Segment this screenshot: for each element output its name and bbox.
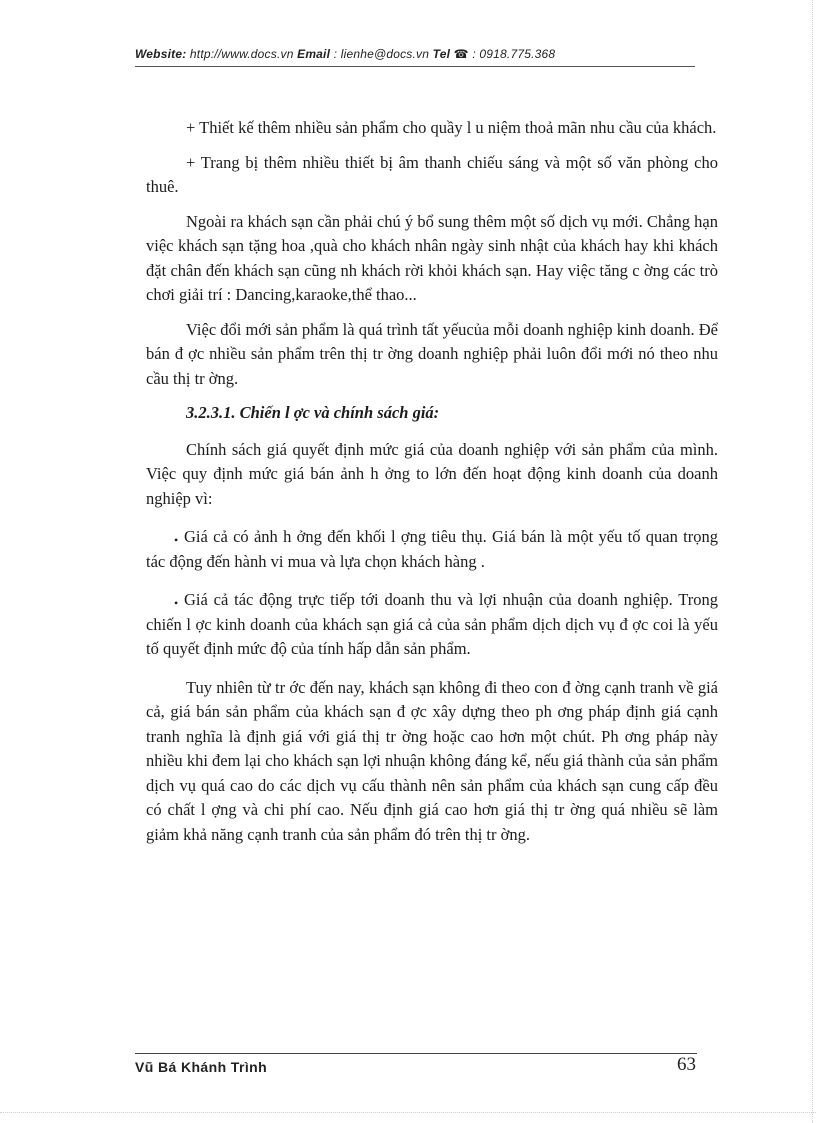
header-divider — [135, 66, 695, 67]
email-label: Email — [297, 47, 331, 61]
bullet-item — [146, 525, 718, 574]
section-heading: 3.2.3.1. Chiến l ợc và chính sách giá: — [186, 403, 440, 422]
tel-label: Tel ☎ — [432, 47, 469, 61]
website-label: Website: — [135, 47, 187, 61]
page-edge-bottom — [0, 1112, 816, 1113]
page-edge-right — [812, 0, 813, 1123]
website-url[interactable]: http://www.docs.vn — [186, 47, 298, 61]
body-paragraph: Ngoài ra khách sạn cần phải chú ý bổ sung thêm một số dịch vụ mới. Chẳng hạn việc khách sạn tặng hoa ,quà cho khách nhân ngày sinh nhật của khách hay khi khách đặt chân đến khách sạn cũng nh khách rời khỏi khách sạn. Hay việc tăng c ờng các trò chơi giải trí : Dancing,karaoke,thể thao... — [146, 211, 718, 304]
body-paragraph: Tuy nhiên từ tr ớc đến nay, khách sạn không đi theo con đ ờng cạnh tranh về giá cả, giá bán sản phẩm của khách sạn đ ợc xây dựng theo ph ơng pháp định giá cạnh tranh nghĩa là định giá với giá thị tr ờng hoặc cao hơn một chút. Ph ơng pháp này nhiều khi đem lại cho khách sạn lợi nhuận không đáng kể, nếu giá thành của sản phẩm dịch vụ quá cao do các dịch vụ cấu thành nên sản phẩm của khách sạn cung cấp đều có chất l ợng và chi phí cao. Nếu định giá cao hơn giá thị tr ờng quá nhiều sẽ làm giảm khả năng cạnh tranh của sản phẩm đó trên thị tr ờng. — [146, 677, 718, 844]
footer-divider — [135, 1053, 697, 1054]
body-paragraph: Việc đổi mới sản phẩm là quá trình tất yếucủa mỗi doanh nghiệp kinh doanh. Để bán đ ợc nhiều sản phẩm trên thị tr ờng doanh nghiệp phải luôn đổi mới nó theo nhu cầu thị tr ờng. — [146, 319, 718, 388]
bullet-text: Giá cả tác động trực tiếp tới doanh thu và lợi nhuận của doanh nghiệp. Trong chiến l ợc kinh doanh của khách sạn giá cả của sản phẩm dịch dịch vụ đ ợc coi là yếu tố quyết định mức độ của tính hấp dẫn sản phẩm. — [146, 590, 718, 658]
body-paragraph: Chính sách giá quyết định mức giá của doanh nghiệp với sản phẩm của mình. Việc quy định mức giá bán ảnh h ởng to lớn đến hoạt động kinh doanh của doanh nghiệp vì: — [146, 439, 718, 508]
bullet-item — [146, 588, 718, 662]
page-body — [146, 116, 718, 857]
tel-value: : 0918.775.368 — [468, 47, 556, 61]
bullet-icon: • — [174, 533, 179, 547]
page-header — [135, 47, 695, 61]
bullet-text: Giá cả có ảnh h ởng đến khối l ợng tiêu thụ. Giá bán là một yếu tố quan trọng tác động đến hành vi mua và lựa chọn khách hàng . — [146, 527, 718, 571]
email-value[interactable]: : lienhe@docs.vn — [330, 47, 433, 61]
body-paragraph: + Trang bị thêm nhiều thiết bị âm thanh chiếu sáng và một số văn phòng cho thuê. — [146, 152, 718, 196]
page-number: 63 — [677, 1054, 696, 1075]
footer-author: Vũ Bá Khánh Trình — [135, 1059, 268, 1075]
bullet-icon: • — [174, 596, 179, 610]
body-paragraph: + Thiết kế thêm nhiều sản phẩm cho quầy l u niệm thoả mãn nhu cầu của khách. — [186, 118, 717, 137]
